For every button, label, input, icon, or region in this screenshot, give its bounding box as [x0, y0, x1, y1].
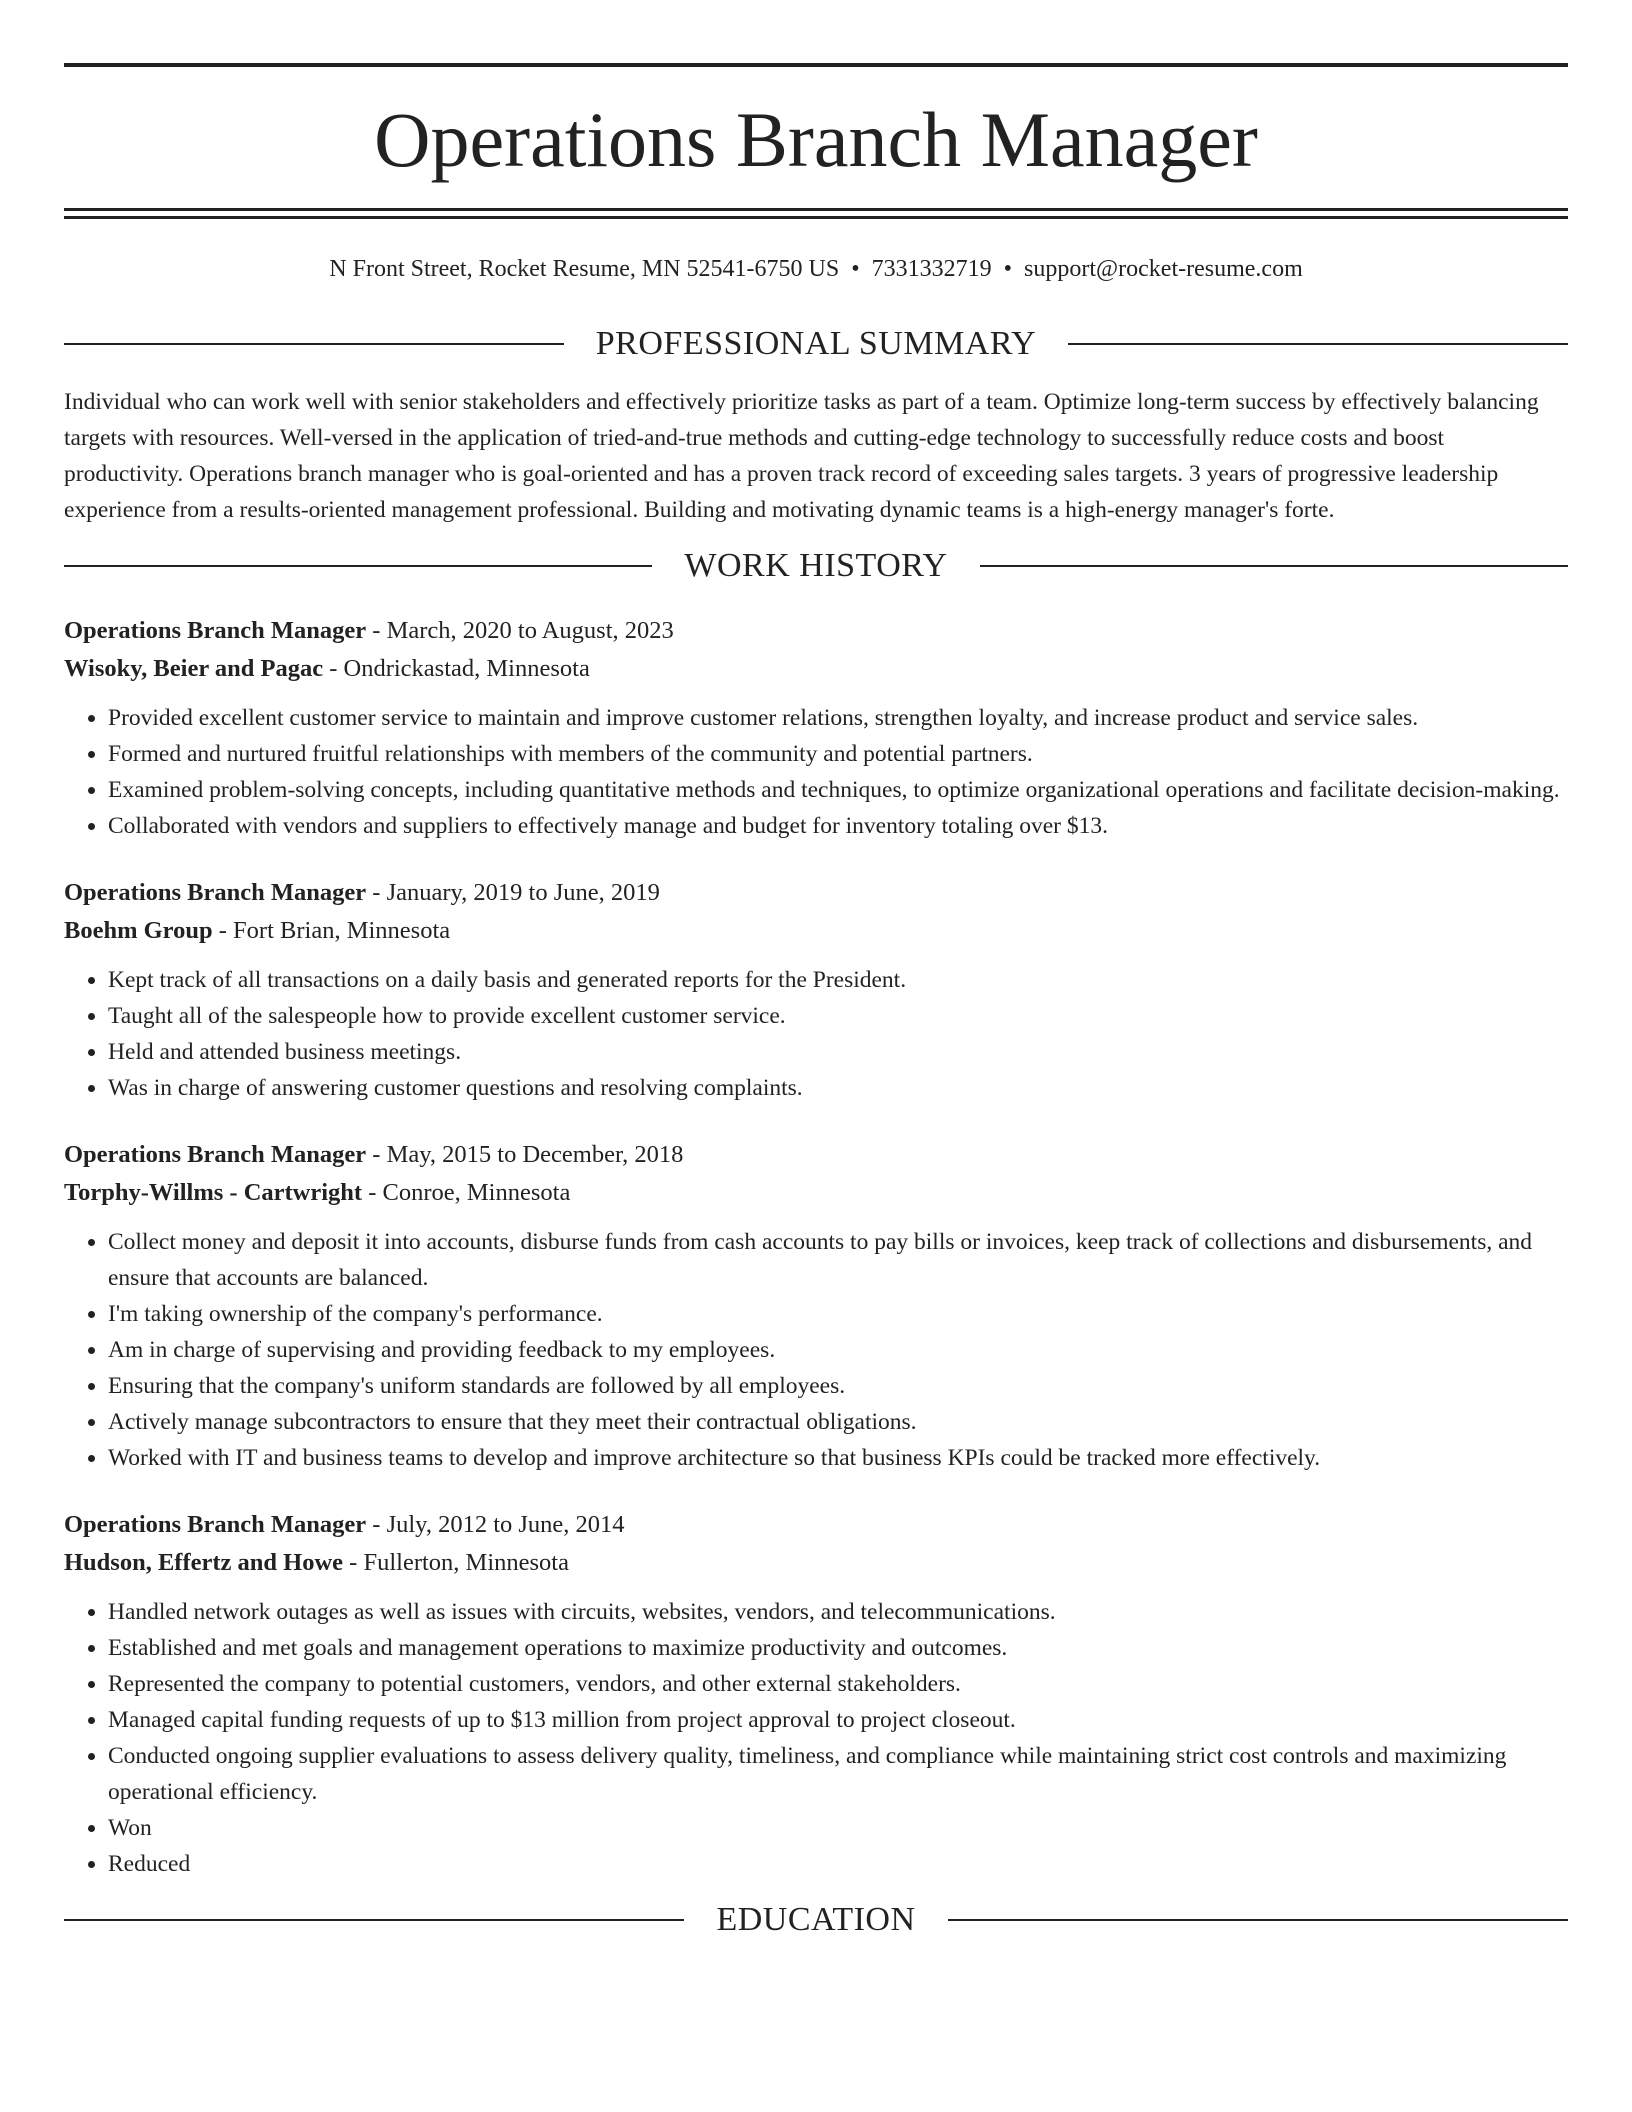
job-bullet: • Formed and nurtured fruitful relationships with members of the community and potential partners.	[108, 736, 1568, 772]
job-bullet: • Won	[108, 1810, 1568, 1846]
job-title-line: Operations Branch Manager - March, 2020 to August, 2023	[64, 617, 674, 644]
job-bullets	[64, 1594, 1568, 1882]
job-title-line: Operations Branch Manager - May, 2015 to December, 2018	[64, 1141, 684, 1168]
job-title: Operations Branch Manager	[64, 617, 367, 644]
education-section-heading	[64, 1900, 1568, 1940]
job-bullets	[64, 700, 1568, 844]
heading-rule-left	[64, 565, 652, 567]
contact-address: N Front Street, Rocket Resume, MN 52541-6750 US	[329, 256, 840, 282]
job-bullets	[64, 1224, 1568, 1476]
job-company: Wisoky, Beier and Pagac	[64, 655, 324, 682]
summary-heading-label: PROFESSIONAL SUMMARY	[595, 325, 1037, 362]
job-bullet: • Actively manage subcontractors to ensure that they meet their contractual obligations.	[108, 1404, 1568, 1440]
job-company-line: Hudson, Effertz and Howe - Fullerton, Minnesota	[64, 1549, 569, 1576]
job-bullet: • I'm taking ownership of the company's performance.	[108, 1296, 1568, 1332]
job-company-line: Torphy-Willms - Cartwright - Conroe, Minnesota	[64, 1179, 571, 1206]
job-title: Operations Branch Manager	[64, 1141, 367, 1168]
title-double-rule	[64, 208, 1568, 219]
heading-rule-right	[980, 565, 1568, 567]
job-entry	[64, 874, 1568, 1106]
heading-rule-left	[64, 1919, 684, 1921]
job-bullet: • Collaborated with vendors and suppliers to effectively manage and budget for inventory totaling over $13.	[108, 808, 1568, 844]
job-bullet: • Established and met goals and management operations to maximize productivity and outcomes.	[108, 1630, 1568, 1666]
job-bullet: • Managed capital funding requests of up to $13 million from project approval to project closeout.	[108, 1702, 1568, 1738]
job-dates: March, 2020 to August, 2023	[386, 617, 674, 644]
job-bullet: • Am in charge of supervising and providing feedback to my employees.	[108, 1332, 1568, 1368]
job-bullets	[64, 962, 1568, 1106]
top-rule	[64, 63, 1568, 67]
job-bullet: • Ensuring that the company's uniform standards are followed by all employees.	[108, 1368, 1568, 1404]
job-bullet: • Conducted ongoing supplier evaluations to assess delivery quality, timeliness, and compliance while maintaining strict cost controls and maximizing operational efficiency.	[108, 1738, 1568, 1810]
contact-phone: 7331332719	[871, 256, 992, 282]
contact-line	[64, 254, 1568, 284]
job-location: Fullerton, Minnesota	[363, 1549, 569, 1576]
job-bullet: • Held and attended business meetings.	[108, 1034, 1568, 1070]
resume-title: Operations Branch Manager	[374, 96, 1258, 183]
job-bullet: • Handled network outages as well as issues with circuits, websites, vendors, and telecommunications.	[108, 1594, 1568, 1630]
job-title: Operations Branch Manager	[64, 879, 367, 906]
job-bullet: • Was in charge of answering customer questions and resolving complaints.	[108, 1070, 1568, 1106]
job-location: Conroe, Minnesota	[382, 1179, 571, 1206]
job-company-line: Wisoky, Beier and Pagac - Ondrickastad, Minnesota	[64, 655, 590, 682]
work-history-section-heading	[64, 546, 1568, 586]
job-bullet: • Represented the company to potential customers, vendors, and other external stakeholders.	[108, 1666, 1568, 1702]
job-entry	[64, 1506, 1568, 1882]
job-entry	[64, 1136, 1568, 1476]
resume-page	[64, 0, 1568, 1940]
job-location: Fort Brian, Minnesota	[233, 917, 451, 944]
education-heading-label: EDUCATION	[716, 1901, 916, 1938]
job-location: Ondrickastad, Minnesota	[343, 655, 590, 682]
heading-rule-right	[948, 1919, 1568, 1921]
job-company-line: Boehm Group - Fort Brian, Minnesota	[64, 917, 451, 944]
job-bullet: • Worked with IT and business teams to develop and improve architecture so that business KPIs could be tracked more effectively.	[108, 1440, 1568, 1476]
contact-separator: •	[851, 256, 860, 282]
job-bullet: • Provided excellent customer service to maintain and improve customer relations, strengthen loyalty, and increase product and service sales.	[108, 700, 1568, 736]
job-company: Hudson, Effertz and Howe	[64, 1549, 344, 1576]
job-title: Operations Branch Manager	[64, 1511, 367, 1538]
job-company: Torphy-Willms - Cartwright	[64, 1179, 363, 1206]
job-dates: July, 2012 to June, 2014	[386, 1511, 625, 1538]
work-history-heading-label: WORK HISTORY	[684, 547, 948, 584]
contact-email: support@rocket-resume.com	[1024, 256, 1303, 282]
job-bullet: • Reduced	[108, 1846, 1568, 1882]
job-bullet: • Examined problem-solving concepts, including quantitative methods and techniques, to optimize organizational operations and facilitate decision-making.	[108, 772, 1568, 808]
job-dates: May, 2015 to December, 2018	[386, 1141, 684, 1168]
job-dates: January, 2019 to June, 2019	[386, 879, 660, 906]
job-bullet: • Kept track of all transactions on a daily basis and generated reports for the President.	[108, 962, 1568, 998]
job-bullet: • Taught all of the salespeople how to provide excellent customer service.	[108, 998, 1568, 1034]
job-company: Boehm Group	[64, 917, 213, 944]
job-title-line: Operations Branch Manager - January, 2019 to June, 2019	[64, 879, 660, 906]
job-entry	[64, 612, 1568, 844]
contact-separator: •	[1003, 256, 1013, 282]
job-title-line: Operations Branch Manager - July, 2012 to June, 2014	[64, 1511, 625, 1538]
heading-rule-left	[64, 343, 564, 345]
summary-section-heading	[64, 324, 1568, 364]
heading-rule-right	[1068, 343, 1568, 345]
job-bullet: • Collect money and deposit it into accounts, disburse funds from cash accounts to pay bills or invoices, keep track of collections and disbursements, and ensure that accounts are balanced.	[108, 1224, 1568, 1296]
summary-text: Individual who can work well with senior stakeholders and effectively prioritize tasks as part of a team. Optimize long-term success by effectively balancing targets with resources. Well-versed in the application of tried-and-true methods and cutting-edge technology to successfully reduce costs and boost productivity. Operations branch manager who is goal-oriented and has a proven track record of exceeding sales targets. 3 years of progressive leadership experience from a results-oriented management professional. Building and motivating dynamic teams is a high-energy manager's forte.	[64, 389, 1539, 523]
